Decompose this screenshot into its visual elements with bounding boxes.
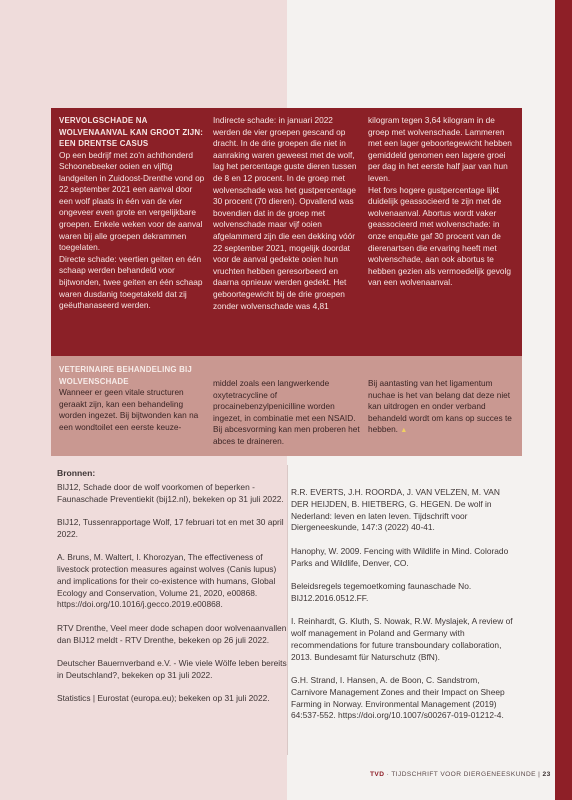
page-edge-stripe [555, 0, 572, 800]
casus-heading: VERVOLGSCHADE NA WOLVENAANVAL KAN GROOT ZIJN: EEN DRENTSE CASUS [59, 116, 204, 148]
source-item: A. Bruns, M. Waltert, I. Khorozyan, The effectiveness of livestock protection measures against wolves (Canis lupus) and implications for their co-existence with humans, Global Ecology and Conservation, Volume 21, 2020, e00868. https://doi.org/10.1016/j.gecco.2019.e00868. [57, 552, 277, 610]
source-item: Hanophy, W. 2009. Fencing with Wildlife in Mind. Colorado Parks and Wildlife, Denver, CO. [291, 545, 509, 568]
source-item: I. Reinhardt, G. Kluth, S. Nowak, R.W. Myslajek, A review of wolf management in Poland and Germany with recommendations for future transboundary collaboration, 2013. Bundesamt für Naturschutz (BfN). [291, 616, 513, 662]
source-item: R.R. EVERTS, J.H. ROORDA, J. VAN VELZEN, M. VAN DER HEIJDEN, B. HIETBERG, G. HEGEN. De wolf in Nederland: leven en laten leven. Tijdschrift voor Diergeneeskunde, 147:3 (2022) 40-41. [291, 487, 500, 533]
sources-left [57, 468, 287, 717]
source-item: Beleidsregels tegemoetkoming faunaschade No. BIJ12.2016.0512.FF. [291, 580, 472, 603]
source-item: RTV Drenthe, Veel meer dode schapen door wolvenaanvallen dan BIJ12 meldt - RTV Drenthe, bekeken op 26 juli 2022. [57, 622, 287, 645]
page-footer: TVD · TIJDSCHRIFT VOOR DIERGENEESKUNDE | 23 [370, 771, 551, 778]
behandeling-column-2 [213, 378, 363, 448]
behandeling-column-3 [368, 378, 518, 437]
sources-title: Bronnen: [57, 468, 96, 478]
behandeling-heading: VETERINAIRE BEHANDELING BIJ WOLVENSCHADE [59, 365, 192, 386]
casus-column-3 [368, 115, 516, 289]
behandeling-box [51, 356, 522, 456]
source-item: G.H. Strand, I. Hansen, A. de Boon, C. Sandstrom, Carnivore Management Zones and their Impact on Sheep Farming in Norway. Environmental Management (2019) 64:537-552. https://doi.org/10.1007/s00267-019-01212-4. [291, 674, 505, 721]
source-item: BIJ12, Tussenrapportage Wolf, 17 februari tot en met 30 april 2022. [57, 516, 284, 539]
casus-paragraph: Indirecte schade: in januari 2022 werden de vier groepen gescand op dracht. In de drie groepen die niet in aanraking waren geweest met de wolf, lag het percentage guste dieren tussen de 8 en 12 procent. In de groep met wolvenschade was het gustpercentage 30 procent (70 dieren). Opvallend was bovendien dat in de groep met wolvenschade maar vijf ooien afgelammerd zijn die een dekking vóór 22 september 2021, mogelijk doordat voor de aanval gedekte ooien hun vruchten hebben geresorbeerd en daarna opnieuw werden gedekt. Het geboortegewicht bij de drie groepen zonder wolvenschade was 4,81 [213, 115, 357, 311]
source-item: Deutscher Bauernverband e.V. - Wie viele Wölfe leben bereits in Deutschland?, bekeken op 31 juli 2022. [57, 657, 287, 680]
casus-paragraph: kilogram tegen 3,64 kilogram in de groep met wolvenschade. Lammeren met een lager geboortegewicht hebben gemiddeld genomen een lagere groei per dag in het eerste half jaar van hun leven. [368, 115, 512, 183]
casus-box [51, 108, 522, 356]
casus-paragraph: Op een bedrijf met zo'n achthonderd Schoonebeeker ooien en vijftig landgeiten in Zuidoost-Drenthe vond op 22 september 2021 een aanval door een wolf plaats in één van de vier ongeveer even grote en vergelijkbare groepen. Enkele weken voor de aanval waren bij alle groepen dekrammen toegelaten. [59, 149, 205, 253]
casus-column-2 [213, 115, 361, 312]
source-item: Statistics | Eurostat (europa.eu); bekeken op 31 juli 2022. [57, 693, 270, 704]
behandeling-paragraph: Bij aantasting van het ligamentum nuchae is het van belang dat deze niet kan uitdrogen en onder verband behandeld wordt om kans op succes te hebben. ▲ [368, 378, 512, 435]
behandeling-column-1 [59, 364, 209, 433]
column-divider [287, 465, 288, 755]
footer-brand: TVD [370, 771, 385, 778]
footer-journal: TIJDSCHRIFT VOOR DIERGENEESKUNDE [391, 771, 536, 778]
casus-paragraph: Het fors hogere gustpercentage lijkt duidelijk geassocieerd te zijn met de wolvenaanval. Abortus wordt vaker geassocieerd met wolvenschade: in onze enquête gaf 30 procent van de dierenartsen die ervaring heeft met wolvenschade, aan ook abortus te hebben gezien als vermoedelijk gevolg van een wolvenaanval. [368, 184, 511, 288]
sources-right [291, 487, 515, 734]
behandeling-paragraph: middel zoals een langwerkende oxytetracycline of procainebenzylpenicilline worden ingezet, in combinatie met een NSAID. Bij abcesvorming kan men proberen het abces te draineren. [213, 378, 360, 446]
page-number: 23 [542, 771, 551, 778]
end-mark-icon: ▲ [400, 427, 408, 435]
behandeling-paragraph: Wanneer er geen vitale structuren geraakt zijn, kan een behandeling worden ingezet. Bij bijtwonden kan na een wondtoilet een eerste keuze- [59, 387, 199, 432]
source-item: BIJ12, Schade door de wolf voorkomen of beperken - Faunaschade Preventiekit (bij12.nl), bekeken op 31 juli 2022. [57, 481, 284, 504]
casus-column-1 [59, 115, 207, 312]
casus-paragraph: Directe schade: veertien geiten en één schaap werden behandeld voor bijtwonden, twee geiten en één schaap waren dusdanig toegetakeld dat zij geëuthanaseerd werden. [59, 253, 203, 311]
